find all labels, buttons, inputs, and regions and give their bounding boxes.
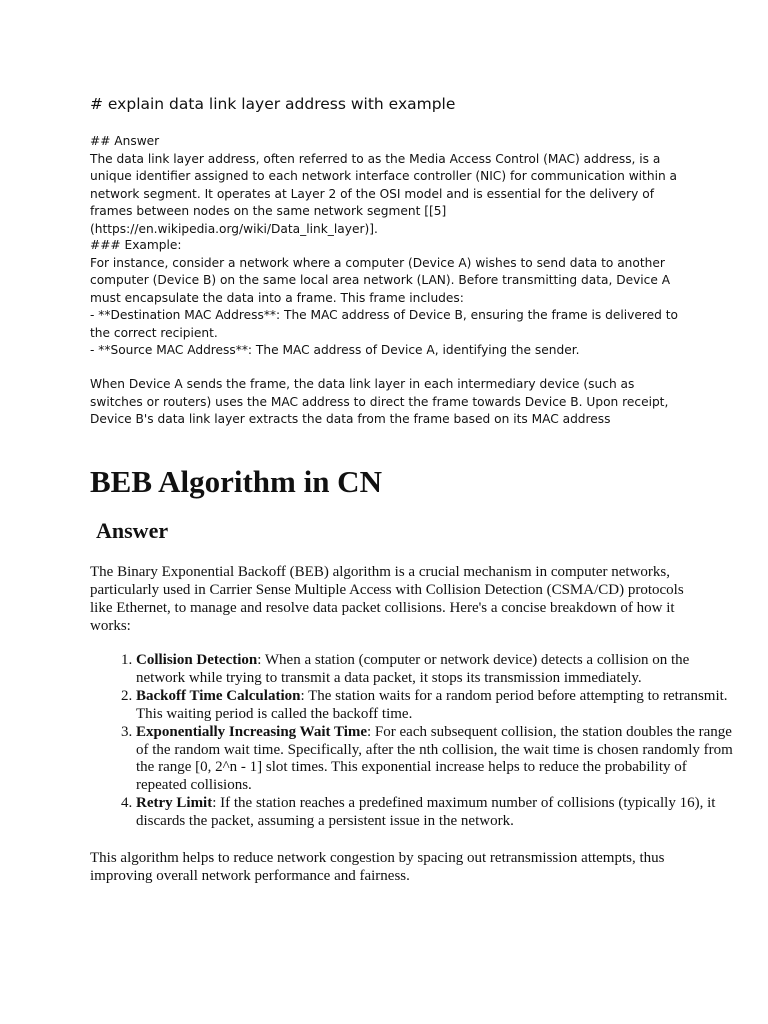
step-text: : The station waits for a random period before attempting to retransmit. This waiting period is called the backoff time.: [136, 687, 728, 722]
step-text: : For each subsequent collision, the station doubles the range of the random wait time. Specifically, after the nth collision, the wait time is chosen randomly from the range [0, 2^n - 1] slot times. This exponential increase helps to reduce the probability of repeated collisions.: [136, 723, 733, 794]
example-section: [90, 237, 690, 360]
list-item: [136, 688, 736, 724]
example-heading: ### Example:: [90, 238, 182, 252]
beb-intro: The Binary Exponential Backoff (BEB) algorithm is a crucial mechanism in computer networks, particularly used in Carrier Sense Multiple Access with Collision Detection (CSMA/CD) protocols like Ethernet, to manage and resolve data packet collisions. Here's a concise breakdown of how it works:: [90, 564, 684, 634]
step-term: Backoff Time Calculation: [136, 687, 301, 704]
step-text: : If the station reaches a predefined maximum number of collisions (typically 16), it discards the packet, assuming a persistent issue in the network.: [136, 795, 716, 830]
closing-section: [90, 376, 690, 429]
beb-answer-heading: Answer: [96, 518, 169, 543]
answer-section: [90, 133, 690, 238]
bullet-destination-mac: - **Destination MAC Address**: The MAC address of Device B, ensuring the frame is delivered to the correct recipient.: [90, 308, 678, 340]
beb-steps-list: [90, 652, 736, 831]
answer-heading: ## Answer: [90, 134, 160, 148]
step-term: Collision Detection: [136, 652, 258, 668]
list-item: [136, 795, 736, 831]
step-term: Retry Limit: [136, 795, 213, 812]
list-item: [136, 724, 736, 796]
step-text: : When a station (computer or network device) detects a collision on the network while trying to transmit a data packet, it stops its transmission immediately.: [136, 652, 690, 686]
answer-text: The data link layer address, often referred to as the Media Access Control (MAC) address, is a unique identifier assigned to each network interface controller (NIC) for communication within a network segment. It operates at Layer 2 of the OSI model and is essential for the delivery of frames between nodes on the same network segment [[5](https://en.wikipedia.org/wiki/Data_link_layer)].: [90, 151, 678, 236]
bullet-source-mac: - **Source MAC Address**: The MAC address of Device A, identifying the sender.: [90, 343, 580, 357]
example-text: For instance, consider a network where a computer (Device A) wishes to send data to another computer (Device B) on the same local area network (LAN). Before transmitting data, Device A must encapsulate the data into a frame. This frame includes:: [90, 255, 671, 305]
closing-text: When Device A sends the frame, the data link layer in each intermediary device (such as switches or routers) uses the MAC address to direct the frame towards Device B. Upon receipt, Device B's data link layer extracts the data from the frame based on its MAC address: [90, 377, 669, 426]
beb-conclusion: This algorithm helps to reduce network congestion by spacing out retransmission attempts, thus improving overall network performance and fairness.: [90, 850, 665, 884]
step-term: Exponentially Increasing Wait Time: [136, 723, 368, 740]
list-item: [136, 652, 736, 688]
md-title: # explain data link layer address with example: [90, 95, 456, 113]
beb-title: BEB Algorithm in CN: [90, 464, 382, 499]
